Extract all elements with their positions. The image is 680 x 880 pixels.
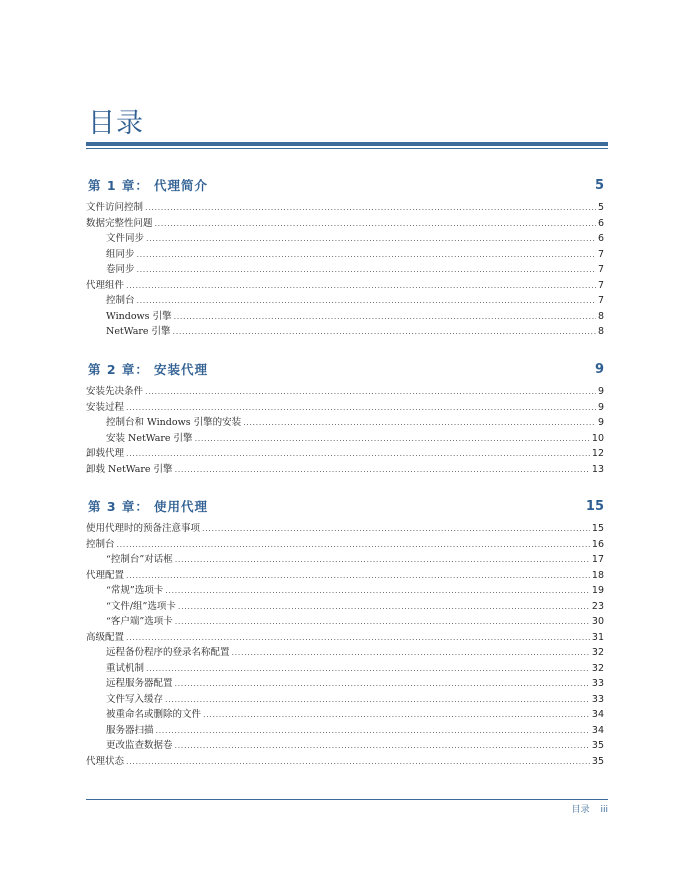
toc-entry-page: 35 xyxy=(591,740,604,751)
dot-leader xyxy=(146,231,596,247)
toc-entry[interactable] xyxy=(86,645,604,661)
toc-entry[interactable] xyxy=(86,552,604,568)
chapter-number: 第 3 章： xyxy=(88,499,149,514)
dot-leader xyxy=(145,384,596,400)
toc-entry[interactable] xyxy=(86,415,604,431)
toc-entry[interactable] xyxy=(86,262,604,278)
dot-leader xyxy=(137,262,596,278)
dot-leader xyxy=(126,400,596,416)
dot-leader xyxy=(175,614,590,630)
toc-entry[interactable] xyxy=(86,462,604,478)
toc-entry-label: 控制台 xyxy=(86,538,115,550)
toc-entry-label: 文件访问控制 xyxy=(86,202,144,213)
dot-leader xyxy=(175,552,590,568)
dot-leader xyxy=(173,324,596,340)
chapter-2 xyxy=(86,360,604,477)
toc-entry[interactable] xyxy=(86,723,604,739)
toc-entry-page: 10 xyxy=(591,432,604,444)
toc-entry-label: 卷同步 xyxy=(106,264,135,275)
toc-entry-label: 数据完整性问题 xyxy=(86,217,153,229)
footer-page-number: iii xyxy=(600,805,608,815)
toc-entry-page: 8 xyxy=(597,310,604,322)
toc-entry[interactable] xyxy=(86,599,604,615)
dot-leader xyxy=(243,415,596,431)
toc-entry-label: 安装先决条件 xyxy=(86,386,144,397)
chapter-heading[interactable] xyxy=(86,497,604,519)
toc-entry[interactable] xyxy=(86,614,604,630)
dot-leader xyxy=(178,599,590,615)
toc-entry[interactable] xyxy=(86,200,604,216)
dot-leader xyxy=(146,661,590,677)
toc-entry-label: 远程备份程序的登录名称配置 xyxy=(106,647,230,658)
toc-entry-label: 更改监查数据卷 xyxy=(106,740,173,751)
page-title: 目录 xyxy=(88,108,144,139)
toc-entry-page: 19 xyxy=(591,585,604,596)
toc-entry[interactable] xyxy=(86,384,604,400)
toc-entry-label: 远程服务器配置 xyxy=(106,678,173,689)
toc-entry-page: 5 xyxy=(597,202,604,213)
footer-rule xyxy=(86,799,608,800)
dot-leader xyxy=(126,278,596,294)
toc-entry-label: 代理状态 xyxy=(86,755,125,767)
toc-entry-label: 组同步 xyxy=(106,248,135,260)
toc-entry[interactable] xyxy=(86,537,604,553)
toc-entry-page: 34 xyxy=(591,709,604,720)
dot-leader xyxy=(117,537,590,553)
chapter-page-number: 5 xyxy=(594,178,604,193)
toc-entry[interactable] xyxy=(86,431,604,447)
toc-entry-page: 16 xyxy=(591,538,604,550)
chapter-title: 使用代理 xyxy=(154,499,209,514)
toc-entry[interactable] xyxy=(86,324,604,340)
chapter-heading[interactable] xyxy=(86,360,604,382)
toc-entry-page: 17 xyxy=(591,554,604,565)
dot-leader xyxy=(137,293,596,309)
toc-entry-page: 32 xyxy=(591,647,604,658)
toc-entry-page: 6 xyxy=(597,217,604,229)
dot-leader xyxy=(202,521,590,537)
toc-entry-label: “常规”选项卡 xyxy=(106,585,164,596)
toc-entry[interactable] xyxy=(86,630,604,646)
toc-entry-page: 15 xyxy=(591,523,604,534)
toc-entry[interactable] xyxy=(86,293,604,309)
toc-entry-page: 12 xyxy=(591,448,604,459)
dot-leader xyxy=(175,738,590,754)
toc-entry-label: 控制台和 Windows 引擎的安装 xyxy=(106,417,242,428)
toc-entry-page: 7 xyxy=(597,264,604,275)
toc-entry[interactable] xyxy=(86,568,604,584)
toc-entry-page: 35 xyxy=(591,755,604,767)
toc-entry-page: 9 xyxy=(597,386,604,397)
toc-entry-label: 高级配置 xyxy=(86,631,125,643)
toc-entry-page: 34 xyxy=(591,724,604,736)
toc-entry[interactable] xyxy=(86,707,604,723)
dot-leader xyxy=(126,568,590,584)
toc-entry[interactable] xyxy=(86,216,604,232)
toc-page xyxy=(86,0,608,880)
toc-entry[interactable] xyxy=(86,400,604,416)
dot-leader xyxy=(203,707,590,723)
dot-leader xyxy=(156,723,590,739)
chapter-title: 代理简介 xyxy=(154,178,209,193)
footer-label: 目录 xyxy=(571,805,590,815)
toc-entry-label: 安装过程 xyxy=(86,401,125,413)
chapter-page-number: 9 xyxy=(594,362,604,377)
toc-entry-label: NetWare 引擎 xyxy=(106,326,171,337)
toc-entry[interactable] xyxy=(86,738,604,754)
dot-leader xyxy=(175,462,590,478)
toc-entry-label: 代理配置 xyxy=(86,569,125,581)
toc-entry-label: 文件同步 xyxy=(106,233,145,244)
toc-entry-page: 7 xyxy=(597,248,604,260)
toc-entry[interactable] xyxy=(86,231,604,247)
dot-leader xyxy=(195,431,590,447)
dot-leader xyxy=(145,200,596,216)
toc-entry-label: 重试机制 xyxy=(106,662,145,674)
toc-entry[interactable] xyxy=(86,247,604,263)
toc-entry-label: 文件写入缓存 xyxy=(106,693,164,705)
dot-leader xyxy=(165,583,590,599)
toc-entry-label: 控制台 xyxy=(106,295,135,306)
toc-entry-label: “客户端”选项卡 xyxy=(106,616,173,627)
toc-entry-page: 7 xyxy=(597,279,604,291)
chapter-heading[interactable] xyxy=(86,176,604,198)
page-footer xyxy=(572,802,608,815)
toc-entry[interactable] xyxy=(86,692,604,708)
dot-leader xyxy=(126,630,590,646)
toc-entry[interactable] xyxy=(86,676,604,692)
dot-leader xyxy=(175,676,590,692)
toc-entry[interactable] xyxy=(86,754,604,770)
title-rule-thin xyxy=(86,148,608,149)
toc-entry-page: 32 xyxy=(591,662,604,674)
toc-entry-page: 30 xyxy=(591,616,604,627)
toc-entry[interactable] xyxy=(86,521,604,537)
toc-entry-page: 6 xyxy=(597,233,604,244)
toc-entry-page: 7 xyxy=(597,295,604,306)
dot-leader xyxy=(174,309,596,325)
dot-leader xyxy=(155,216,596,232)
chapter-3 xyxy=(86,497,604,769)
toc-entry[interactable] xyxy=(86,661,604,677)
toc-entry-label: 安装 NetWare 引擎 xyxy=(106,432,193,444)
toc-entry-label: 服务器扫描 xyxy=(106,724,154,736)
toc-entry-label: “控制台”对话框 xyxy=(106,554,173,565)
toc-entry[interactable] xyxy=(86,278,604,294)
chapter-number: 第 1 章： xyxy=(88,178,149,193)
toc-entry-label: 代理组件 xyxy=(86,279,125,291)
chapter-number: 第 2 章： xyxy=(88,362,149,377)
toc-entry-page: 13 xyxy=(591,463,604,475)
toc-entry-label: 卸载代理 xyxy=(86,448,125,459)
chapter-1 xyxy=(86,176,604,340)
toc-entry-page: 8 xyxy=(597,326,604,337)
toc-entry-label: 被重命名或删除的文件 xyxy=(106,709,202,720)
toc-entry-page: 9 xyxy=(597,417,604,428)
dot-leader xyxy=(232,645,590,661)
dot-leader xyxy=(126,754,590,770)
toc-entry-page: 18 xyxy=(591,569,604,581)
dot-leader xyxy=(126,446,590,462)
toc-entry-page: 9 xyxy=(597,401,604,413)
toc-entry-label: Windows 引擎 xyxy=(106,310,172,322)
chapter-page-number: 15 xyxy=(585,499,604,514)
toc-entry-page: 31 xyxy=(591,631,604,643)
title-rule-thick xyxy=(86,142,608,146)
toc-entry-page: 23 xyxy=(591,600,604,612)
chapter-title: 安装代理 xyxy=(154,362,209,377)
toc-entry-label: 卸载 NetWare 引擎 xyxy=(86,463,173,475)
toc-entry[interactable] xyxy=(86,446,604,462)
toc-entry[interactable] xyxy=(86,309,604,325)
toc-entry-label: “文件/组”选项卡 xyxy=(106,600,176,612)
dot-leader xyxy=(165,692,590,708)
dot-leader xyxy=(137,247,596,263)
toc-entry-page: 33 xyxy=(591,678,604,689)
toc-entry-label: 使用代理时的预备注意事项 xyxy=(86,523,201,534)
toc-entry-page: 33 xyxy=(591,693,604,705)
toc-entry[interactable] xyxy=(86,583,604,599)
